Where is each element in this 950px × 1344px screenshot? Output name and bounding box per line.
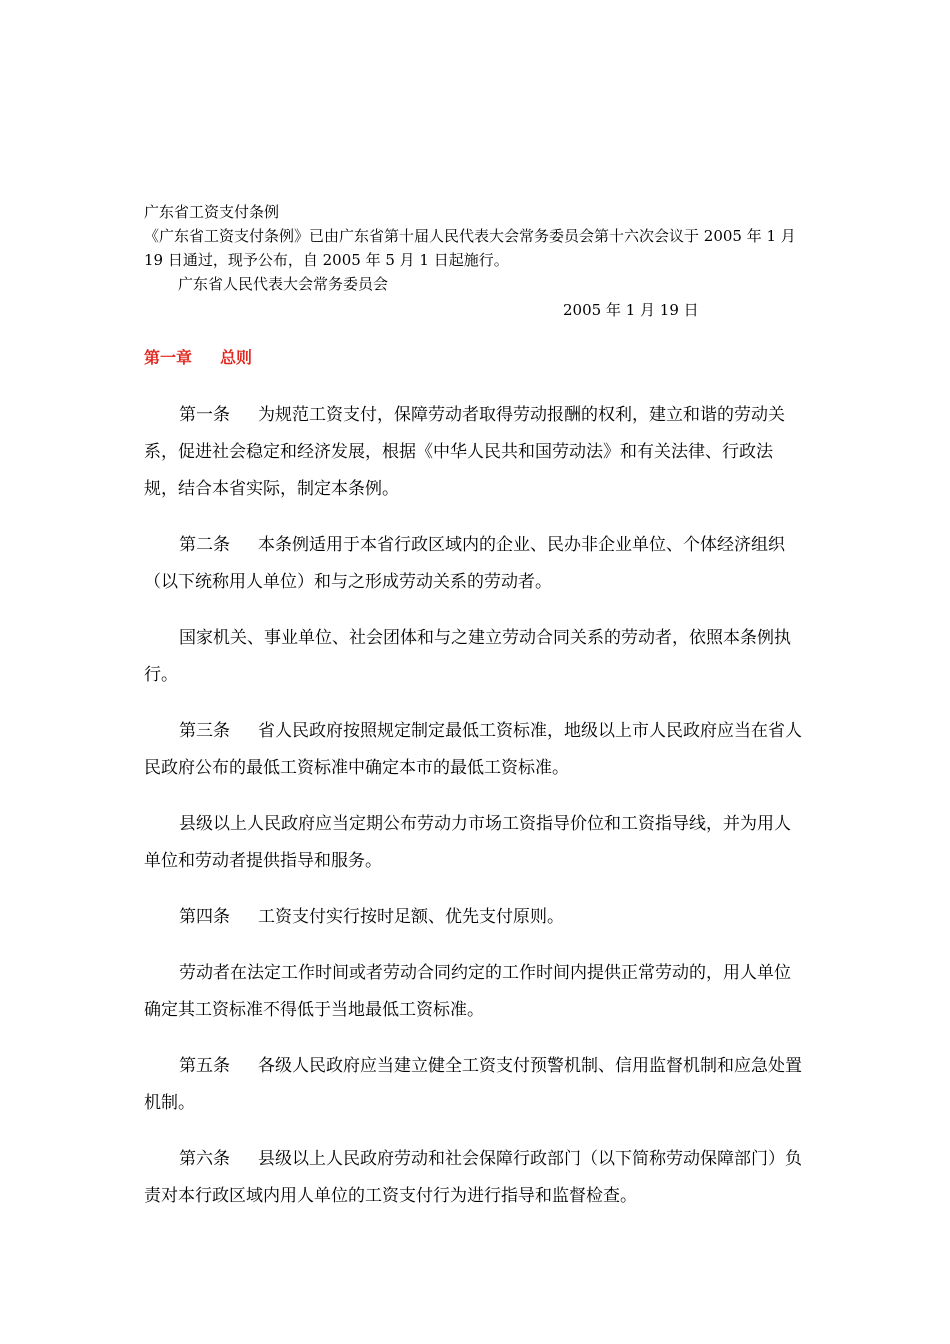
article-text: 工资支付实行按时足额、优先支付原则。 <box>258 907 564 927</box>
article-number: 第五条 <box>179 1056 230 1076</box>
article-paragraph <box>144 1141 804 1215</box>
clause-text: 县级以上人民政府应当定期公布劳动力市场工资指导价位和工资指导线，并为用人单位和劳动者提供指导和服务。 <box>144 814 791 871</box>
chapter-name: 总则 <box>220 348 253 367</box>
preface-text: 《广东省工资支付条例》已由广东省第十届人民代表大会常务委员会第十六次会议于 2005 年 1 月 19 日通过，现予公布，自 2005 年 5 月 1 日起施行。 <box>144 227 796 269</box>
article-text: 省人民政府按照规定制定最低工资标准，地级以上市人民政府应当在省人民政府公布的最低工资标准中确定本市的最低工资标准。 <box>144 721 802 778</box>
article-paragraph <box>144 397 804 508</box>
issue-date: 2005 年 1 月 19 日 <box>563 301 699 319</box>
article-text: 为规范工资支付，保障劳动者取得劳动报酬的权利，建立和谐的劳动关系，促进社会稳定和经济发展，根据《中华人民共和国劳动法》和有关法律、行政法规，结合本省实际，制定本条例。 <box>144 405 785 499</box>
article-text: 本条例适用于本省行政区域内的企业、民办非企业单位、个体经济组织（以下统称用人单位）和与之形成劳动关系的劳动者。 <box>144 535 785 592</box>
article-paragraph <box>144 713 804 787</box>
clause-paragraph <box>144 806 804 880</box>
clause-paragraph <box>144 620 804 694</box>
chapter-heading <box>144 345 252 371</box>
article-number: 第三条 <box>179 721 230 741</box>
article-text: 各级人民政府应当建立健全工资支付预警机制、信用监督机制和应急处置机制。 <box>144 1056 802 1113</box>
article-paragraph <box>144 899 804 936</box>
article-text: 县级以上人民政府劳动和社会保障行政部门（以下简称劳动保障部门）负责对本行政区域内用人单位的工资支付行为进行指导和监督检查。 <box>144 1149 802 1206</box>
clause-text: 劳动者在法定工作时间或者劳动合同约定的工作时间内提供正常劳动的，用人单位确定其工资标准不得低于当地最低工资标准。 <box>144 963 791 1020</box>
clause-text: 国家机关、事业单位、社会团体和与之建立劳动合同关系的劳动者，依照本条例执行。 <box>144 628 791 685</box>
article-number: 第一条 <box>179 405 230 425</box>
document-title: 广东省工资支付条例 <box>144 203 280 221</box>
chapter-number: 第一章 <box>144 348 193 367</box>
issuer: 广东省人民代表大会常务委员会 <box>178 275 389 293</box>
article-number: 第六条 <box>179 1149 230 1169</box>
article-number: 第二条 <box>179 535 230 555</box>
article-paragraph <box>144 527 804 601</box>
clause-paragraph <box>144 955 804 1029</box>
article-paragraph <box>144 1048 804 1122</box>
article-number: 第四条 <box>179 907 230 927</box>
